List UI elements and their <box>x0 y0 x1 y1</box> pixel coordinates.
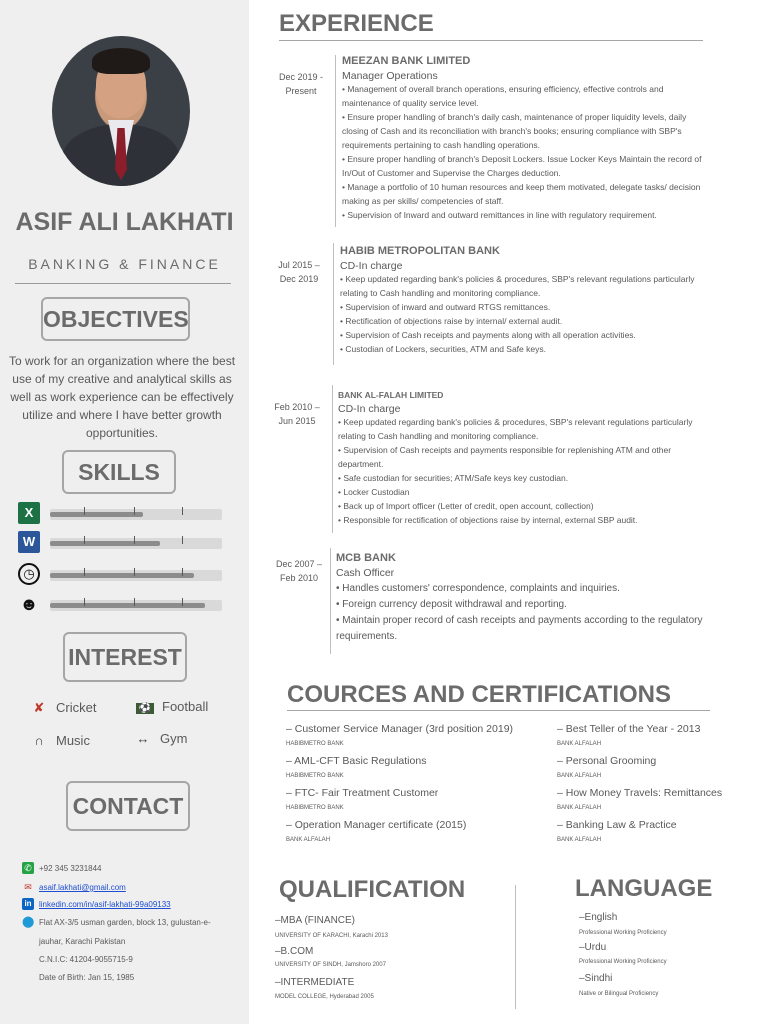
objectives-text: To work for an organization where the best use of my creative and analytical skills as well as work experience can be effectively utilize and where I have better growth opportunities. <box>8 354 236 440</box>
job-role: CD-In charge <box>340 260 403 272</box>
dumbbell-icon: ↔ <box>136 731 150 746</box>
course-org: BANK ALFALAH <box>286 837 331 843</box>
course-title: – Personal Grooming <box>557 755 657 767</box>
timeline-line <box>330 548 331 654</box>
interest-gym <box>134 731 187 746</box>
job-entry <box>338 390 738 527</box>
degree: –B.COM <box>275 946 314 957</box>
job-entry <box>342 55 742 222</box>
course-org: BANK ALFALAH <box>557 837 602 843</box>
address-line: jauhar, Karachi Pakistan <box>39 937 126 946</box>
timeline-line <box>335 55 336 227</box>
company-name: MCB BANK <box>336 552 396 564</box>
school: UNIVERSITY OF KARACHI, Karachi 2013 <box>275 933 388 939</box>
interest-football <box>136 699 208 714</box>
cricket-icon: ✘ <box>33 700 45 715</box>
football-icon: ⚽ <box>136 703 154 714</box>
skill-bar-fill <box>50 573 194 578</box>
school: UNIVERSITY OF SINDH, Jamshoro 2007 <box>275 962 386 968</box>
qualification-heading: QUALIFICATION <box>279 876 466 903</box>
course-org: HABIBMETRO BANK <box>286 805 344 811</box>
email-link[interactable]: asaif.lakhati@gmail.com <box>39 883 126 892</box>
course-org: BANK ALFALAH <box>557 773 602 779</box>
objectives-heading: OBJECTIVES <box>41 297 190 341</box>
interest-music <box>30 733 90 748</box>
skills-heading: SKILLS <box>62 450 176 494</box>
company-name: BANK AL-FALAH LIMITED <box>338 390 444 400</box>
job-bullets: • Management of overall branch operations, ensuring efficiency, effective controls and maintenance of quality service level. • Ensure proper handling of branch's daily cash, maintenance of proper liquidity levels, daily closing of Cash and its reconciliation with branch's books; ensuring compliance with SBP's requirements pertaining to cash handling operations. • Ensure proper handling of branch's Deposit Lockers. Issue Locker Keys Maintain the record of In/Out of Customer and Supervise the Charges deduction. • Manage a portfolio of 10 human resources and keep them motivated, delegate tasks/ decision making as per skills/ competencies of staff. • Supervision of Inward and outward remittances in line with regulatory requirement. <box>342 84 702 220</box>
interest-label: Cricket <box>56 700 97 715</box>
location-pin-icon: ⬤ <box>22 916 35 928</box>
interest-cricket <box>30 700 96 716</box>
phone-icon: ✆ <box>22 862 34 874</box>
language-level: Professional Working Proficiency <box>579 930 667 936</box>
clock-icon: ◷ <box>18 563 40 585</box>
address-line: Flat AX-3/5 usman garden, block 13, gulustan-e- <box>39 918 211 927</box>
skill-time <box>18 563 228 587</box>
skill-bar-fill <box>50 541 160 546</box>
divider <box>279 40 703 41</box>
skill-bar <box>50 570 222 581</box>
skill-bar <box>50 509 222 520</box>
interest-label: Music <box>56 733 90 748</box>
profile-title: BANKING & FINANCE <box>28 256 221 272</box>
job-date: Feb 2010 – Jun 2015 <box>274 402 320 426</box>
course-title: – AML-CFT Basic Regulations <box>286 755 427 767</box>
job-bullets: • Handles customers' correspondence, complaints and inquiries. • Foreign currency deposit withdrawal and reporting. • Maintain proper record of cash receipts and payments according to the regulatory requirements. <box>336 583 703 642</box>
skill-thinking <box>18 593 228 617</box>
language-level: Native or Bilingual Proficiency <box>579 991 659 997</box>
profile-photo <box>52 36 190 186</box>
head-gear-icon: ☻ <box>19 594 39 614</box>
language-level: Professional Working Proficiency <box>579 959 667 965</box>
course-title: – Customer Service Manager (3rd position 2019) <box>286 723 514 735</box>
interest-label: Football <box>162 699 209 714</box>
course-org: BANK ALFALAH <box>557 741 602 747</box>
course-title: – FTC- Fair Treatment Customer <box>286 787 439 799</box>
course-org: HABIBMETRO BANK <box>286 773 344 779</box>
skill-bar <box>50 538 222 549</box>
interest-label: Gym <box>160 731 188 746</box>
job-bullets: • Keep updated regarding bank's policies & procedures, SBP's relevant regulations particularly relating to Cash handling and monitoring compliance. • Supervision of inward and outward RTGS remittances. • Rectification of objections raise by internal/ external audit. • Supervision of Cash receipts and payments along with all operation activities. • Custodian of Lockers, securities, ATM and Safe keys. <box>340 274 695 354</box>
mail-icon: ✉ <box>24 882 32 892</box>
timeline-line <box>332 385 333 533</box>
headphones-icon: ∩ <box>34 733 44 748</box>
company-name: MEEZAN BANK LIMITED <box>342 55 471 67</box>
column-divider <box>515 885 516 1009</box>
degree: –MBA (FINANCE) <box>275 915 356 926</box>
job-date: Dec 2019 - Present <box>278 72 324 96</box>
course-org: HABIBMETRO BANK <box>286 741 344 747</box>
degree: –INTERMEDIATE <box>275 977 355 988</box>
job-entry <box>340 245 740 356</box>
phone-text: +92 345 3231844 <box>39 864 102 873</box>
profile-name: ASIF ALI LAKHATI <box>15 208 234 236</box>
cnic-text: C.N.I.C: 41204-9055715-9 <box>39 955 133 964</box>
skill-word <box>18 531 228 555</box>
contact-heading: CONTACT <box>66 781 190 831</box>
linkedin-link[interactable]: linkedin.com/in/asif-lakhati-99a09133 <box>39 900 171 909</box>
divider <box>15 283 231 284</box>
excel-icon: X <box>18 502 40 524</box>
job-bullets: • Keep updated regarding bank's policies & procedures, SBP's relevant regulations particularly relating to Cash handling and monitoring compliance. • Supervision of Cash receipts and payments responsible for replenishing ATM and other department. • Safe custodian for securities; ATM/Safe keys key custodian. • Locker Custodian • Back up of Import officer (Letter of credit, open account, collection) • Responsible for rectification of objections raise by internal, external SBP audit. <box>338 417 693 525</box>
course-title: – Banking Law & Practice <box>557 819 677 831</box>
divider <box>287 710 710 711</box>
skill-bar <box>50 600 222 611</box>
job-role: Manager Operations <box>342 70 438 82</box>
linkedin-icon: in <box>22 898 34 910</box>
course-title: – Operation Manager certificate (2015) <box>286 819 467 831</box>
word-icon: W <box>18 531 40 553</box>
skill-bar-fill <box>50 512 143 517</box>
language-name: –Urdu <box>579 942 607 953</box>
language-name: –Sindhi <box>579 973 613 984</box>
courses-heading: COURCES AND CERTIFICATIONS <box>287 681 671 708</box>
interest-heading: INTEREST <box>63 632 187 682</box>
experience-heading: EXPERIENCE <box>279 10 434 37</box>
course-title: – How Money Travels: Remittances <box>557 787 723 799</box>
company-name: HABIB METROPOLITAN BANK <box>340 245 500 257</box>
job-date: Dec 2007 – Feb 2010 <box>275 559 323 583</box>
job-entry <box>336 552 736 645</box>
job-role: Cash Officer <box>336 567 395 579</box>
dob-text: Date of Birth: Jan 15, 1985 <box>39 973 135 982</box>
language-name: –English <box>579 912 618 923</box>
skill-excel <box>18 502 228 526</box>
school: MODEL COLLEGE, Hyderabad 2005 <box>275 994 374 1000</box>
course-title: – Best Teller of the Year - 2013 <box>557 723 701 735</box>
sidebar <box>0 0 249 1024</box>
course-org: BANK ALFALAH <box>557 805 602 811</box>
job-role: CD-In charge <box>338 403 401 415</box>
timeline-line <box>333 243 334 365</box>
language-heading: LANGUAGE <box>575 875 713 902</box>
job-date: Jul 2015 – Dec 2019 <box>278 260 320 284</box>
